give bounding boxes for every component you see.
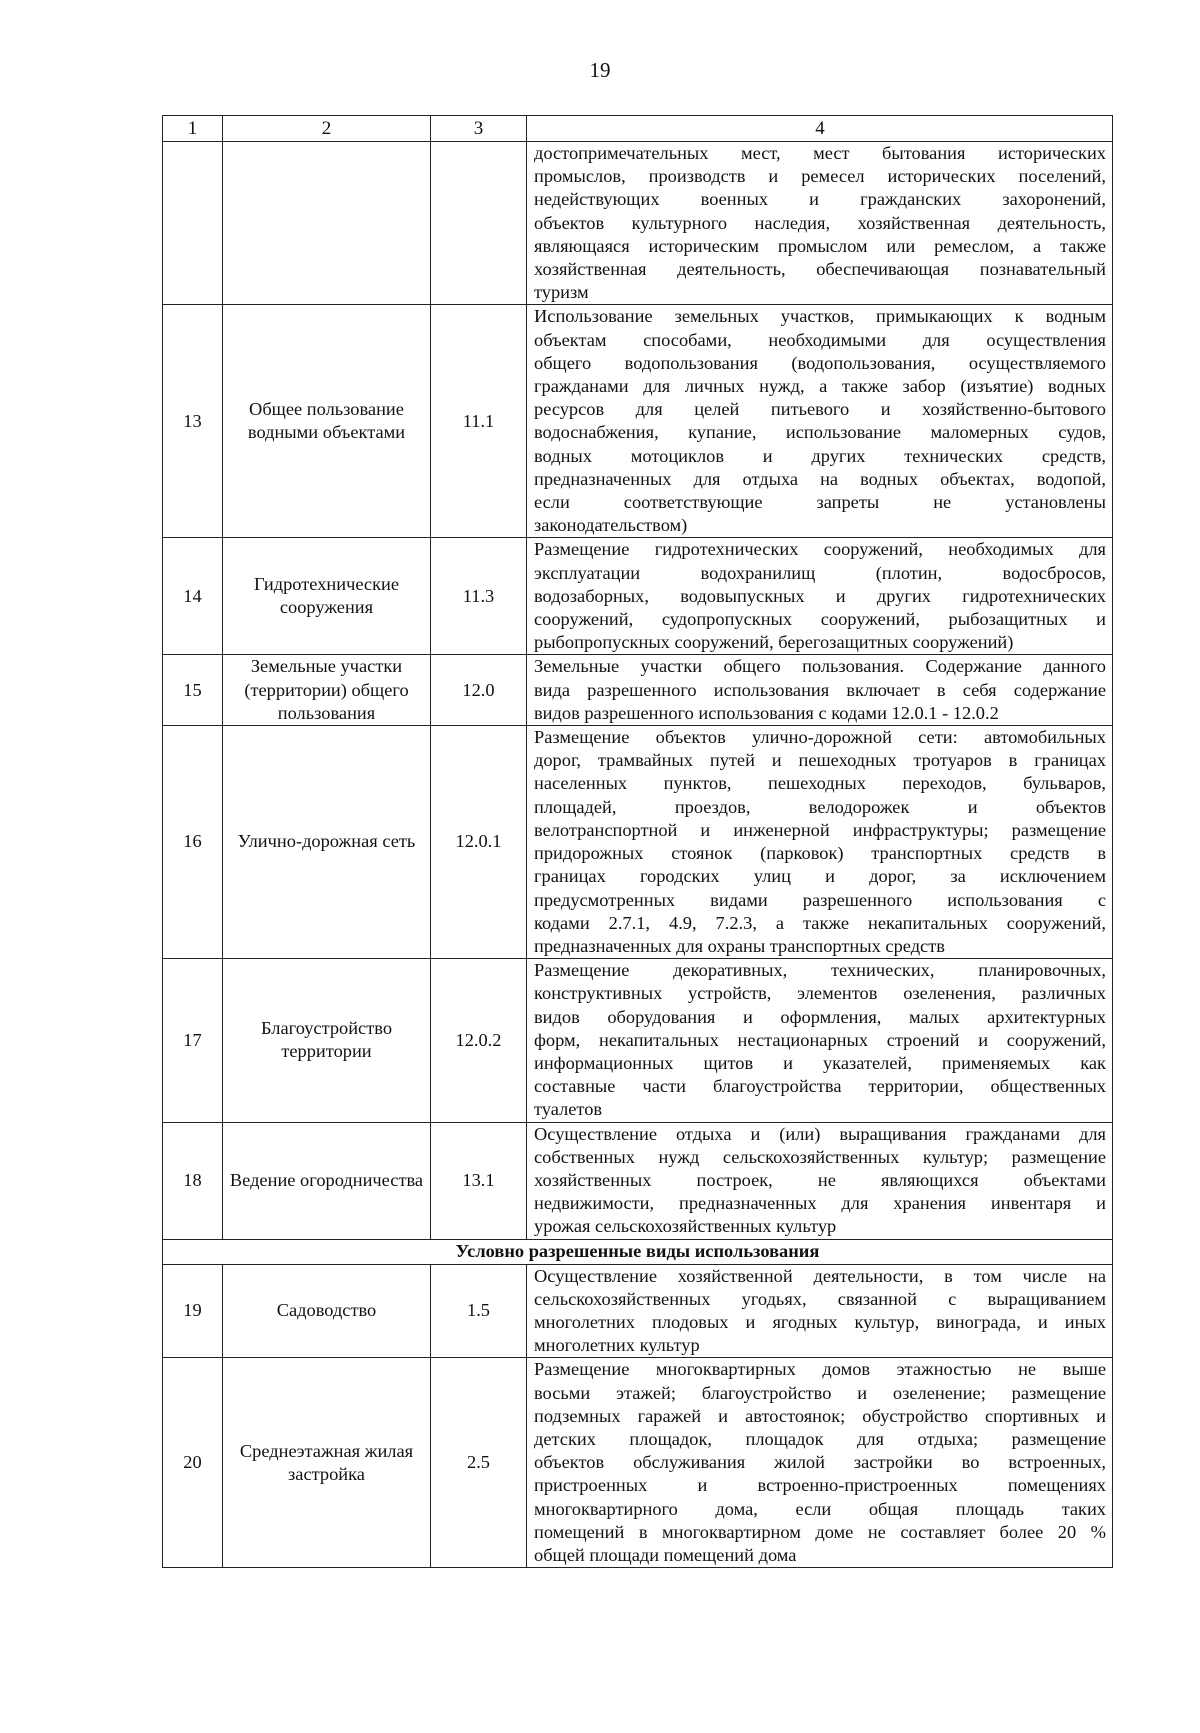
description-line: населенных пунктов, пешеходных переходов, бульваров, — [534, 773, 1106, 794]
description-line: информационных щитов и указателей, применяемых как — [534, 1052, 1106, 1073]
row-number: 20 — [163, 1358, 223, 1568]
description-line: кодами 2.7.1, 4.9, 7.2.3, а также некапитальных сооружений, — [534, 912, 1106, 933]
description-line: достопримечательных мест, мест бытования исторических — [534, 143, 1106, 163]
table-body — [163, 116, 1113, 1568]
table-row — [163, 1358, 1113, 1568]
description-line: Размещение декоративных, технических, планировочных, — [534, 960, 1106, 981]
row-number: 13 — [163, 305, 223, 538]
use-type-description — [527, 726, 1113, 959]
description-line: вида разрешенного использования включает в себя содержание — [534, 679, 1106, 700]
use-type-description — [527, 1264, 1113, 1358]
use-type-name: Гидротехнические сооружения — [223, 538, 431, 655]
use-type-code: 12.0.2 — [431, 959, 527, 1122]
use-type-name: Благоустройство территории — [223, 959, 431, 1122]
description-line: водных мотоциклов и других технических средств, — [534, 445, 1106, 466]
description-line: недействующих военных и гражданских захоронений, — [534, 189, 1106, 210]
description-line: эксплуатации водохранилищ (плотин, водосбросов, — [534, 562, 1106, 583]
table-row — [163, 726, 1113, 959]
description-line: общего водопользования (водопользования, осуществляемого — [534, 352, 1106, 373]
description-line: если соответствующие запреты не установлены — [534, 492, 1106, 513]
description-line: недвижимости, предназначенных для хранения инвентаря и — [534, 1193, 1106, 1214]
description-line: восьми этажей; благоустройство и озеленение; размещение — [534, 1382, 1106, 1403]
header-row — [163, 116, 1113, 142]
table-row — [163, 305, 1113, 538]
description-line: форм, некапитальных нестационарных строений и сооружений, — [534, 1029, 1106, 1050]
description-line: законодательством) — [534, 515, 688, 536]
description-line: урожая сельскохозяйственных культур — [534, 1216, 837, 1237]
row-number: 18 — [163, 1122, 223, 1239]
use-type-code — [431, 142, 527, 305]
use-type-description — [527, 959, 1113, 1122]
use-type-name: Ведение огородничества — [223, 1122, 431, 1239]
description-line: хозяйственных построек, не являющихся объектами — [534, 1169, 1106, 1190]
use-type-description — [527, 1358, 1113, 1568]
land-use-table — [162, 115, 1113, 1568]
description-line: пристроенных и встроенно-пристроенных помещениях — [534, 1475, 1106, 1496]
use-type-code: 13.1 — [431, 1122, 527, 1239]
description-line: ресурсов для целей питьевого и хозяйственно-бытового — [534, 399, 1106, 420]
row-number: 16 — [163, 726, 223, 959]
use-type-code: 11.3 — [431, 538, 527, 655]
use-type-description — [527, 305, 1113, 538]
table-row — [163, 538, 1113, 655]
row-number: 15 — [163, 655, 223, 726]
description-line: Размещение объектов улично-дорожной сети: автомобильных — [534, 727, 1106, 748]
description-line: площадей, проездов, велодорожек и объектов — [534, 796, 1106, 817]
page-number: 19 — [589, 58, 611, 82]
description-line: предназначенных для отдыха на водных объектах, водопой, — [534, 468, 1106, 489]
header-col-1: 1 — [163, 116, 223, 142]
use-type-description — [527, 142, 1113, 305]
description-line: объектов обслуживания жилой застройки во встроенных, — [534, 1452, 1106, 1473]
description-line: промыслов, производств и ремесел исторических поселений, — [534, 166, 1106, 187]
description-line: многолетних плодовых и ягодных культур, винограда, и иных — [534, 1311, 1106, 1332]
description-line: конструктивных устройств, элементов озеленения, различных — [534, 983, 1106, 1004]
use-type-name: Общее пользование водными объектами — [223, 305, 431, 538]
description-line: собственных нужд сельскохозяйственных культур; размещение — [534, 1146, 1106, 1167]
table-row — [163, 142, 1113, 305]
use-type-description — [527, 1122, 1113, 1239]
description-line: Размещение гидротехнических сооружений, необходимых для — [534, 539, 1106, 560]
row-number: 14 — [163, 538, 223, 655]
use-type-name: Среднеэтажная жилая застройка — [223, 1358, 431, 1568]
description-line: велотранспортной и инженерной инфраструктуры; размещение — [534, 819, 1106, 840]
description-line: гражданами для личных нужд, а также забор (изъятие) водных — [534, 376, 1106, 397]
header-col-3: 3 — [431, 116, 527, 142]
description-line: водозаборных, водовыпускных и других гидротехнических — [534, 585, 1106, 606]
description-line: Использование земельных участков, примыкающих к водным — [534, 306, 1106, 327]
use-type-name: Садоводство — [223, 1264, 431, 1358]
header-col-4: 4 — [527, 116, 1113, 142]
table-row — [163, 1122, 1113, 1239]
description-line: водоснабжения, купание, использование маломерных судов, — [534, 422, 1106, 443]
description-line: Осуществление хозяйственной деятельности, в том числе на — [534, 1265, 1106, 1286]
description-line: объектам способами, необходимыми для осуществления — [534, 329, 1106, 350]
description-line: рыбопропускных сооружений, берегозащитных сооружений) — [534, 632, 1014, 653]
table-row — [163, 655, 1113, 726]
header-col-2: 2 — [223, 116, 431, 142]
row-number: 17 — [163, 959, 223, 1122]
description-line: многоквартирного дома, если общая площадь таких — [534, 1498, 1106, 1519]
description-line: Земельные участки общего пользования. Содержание данного — [534, 656, 1106, 677]
description-line: объектов культурного наследия, хозяйственная деятельность, — [534, 212, 1106, 233]
use-type-name: Улично-дорожная сеть — [223, 726, 431, 959]
use-type-code: 11.1 — [431, 305, 527, 538]
description-line: придорожных стоянок (парковок) транспортных средств в — [534, 843, 1106, 864]
description-line: составные части благоустройства территории, общественных — [534, 1076, 1106, 1097]
section-title: Условно разрешенные виды использования — [163, 1239, 1113, 1264]
description-line: Осуществление отдыха и (или) выращивания гражданами для — [534, 1123, 1106, 1144]
use-type-description — [527, 538, 1113, 655]
table-row — [163, 959, 1113, 1122]
row-number — [163, 142, 223, 305]
section-row — [163, 1239, 1113, 1264]
description-line: подземных гаражей и автостоянок; обустройство спортивных и — [534, 1405, 1106, 1426]
description-line: предусмотренных видами разрешенного использования с — [534, 889, 1106, 910]
use-type-code: 12.0 — [431, 655, 527, 726]
description-line: Размещение многоквартирных домов этажностью не выше — [534, 1359, 1106, 1380]
description-line: дорог, трамвайных путей и пешеходных тротуаров в границах — [534, 750, 1106, 771]
row-number: 19 — [163, 1264, 223, 1358]
description-line: видов оборудования и оформления, малых архитектурных — [534, 1006, 1106, 1027]
use-type-name — [223, 142, 431, 305]
description-line: общей площади помещений дома — [534, 1544, 797, 1565]
description-line: многолетних культур — [534, 1335, 700, 1356]
description-line: детских площадок, площадок для отдыха; размещение — [534, 1428, 1106, 1449]
use-type-code: 2.5 — [431, 1358, 527, 1568]
description-line: предназначенных для охраны транспортных средств — [534, 935, 945, 956]
description-line: границах городских улиц и дорог, за исключением — [534, 866, 1106, 887]
table-row — [163, 1264, 1113, 1358]
use-type-code: 12.0.1 — [431, 726, 527, 959]
description-line: туризм — [534, 282, 589, 303]
description-line: видов разрешенного использования с кодами 12.0.1 - 12.0.2 — [534, 702, 999, 723]
use-type-description — [527, 655, 1113, 726]
use-type-code: 1.5 — [431, 1264, 527, 1358]
description-line: помещений в многоквартирном доме не составляет более 20 % — [534, 1521, 1106, 1542]
description-line: сельскохозяйственных угодьях, связанной с выращиванием — [534, 1288, 1106, 1309]
description-line: сооружений, судопропускных сооружений, рыбозащитных и — [534, 609, 1106, 630]
description-line: туалетов — [534, 1099, 603, 1120]
description-line: хозяйственная деятельность, обеспечивающая познавательный — [534, 259, 1106, 280]
description-line: являющаяся историческим промыслом или ремеслом, а также — [534, 235, 1106, 256]
use-type-name: Земельные участки (территории) общего пользования — [223, 655, 431, 726]
